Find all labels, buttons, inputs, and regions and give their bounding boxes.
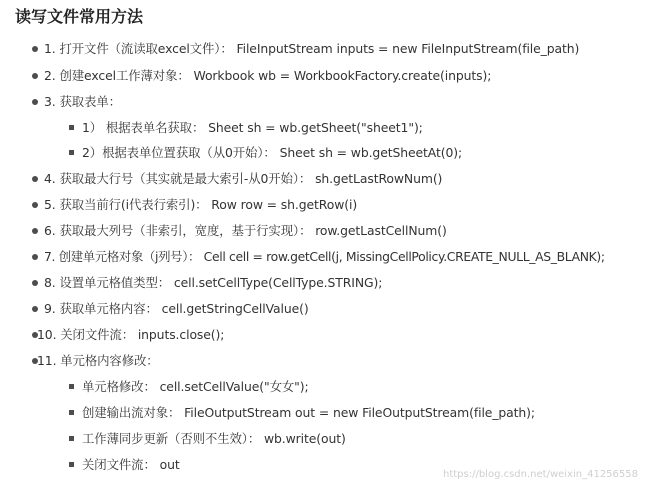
bullet-icon bbox=[32, 99, 38, 105]
bullet-icon bbox=[32, 254, 38, 260]
list-item-text: 6. 获取最大列号（非索引，宽度，基于行实现）： row.getLastCellNum() bbox=[44, 223, 447, 238]
sub-list-item-text: 1） 根据表单名获取： Sheet sh = wb.getSheet("sheet1"); bbox=[82, 120, 423, 135]
bullet-icon bbox=[32, 176, 38, 182]
bullet-icon bbox=[32, 280, 38, 286]
list-item-text: 9. 获取单元格内容： cell.getStringCellValue() bbox=[44, 301, 309, 316]
list-item-text: 7. 创建单元格对象（j列号）： Cell cell = row.getCell(j, MissingCellPolicy.CREATE_NULL_AS_BLANK); bbox=[44, 249, 605, 264]
list-item-text: 2. 创建excel工作薄对象： Workbook wb = WorkbookFactory.create(inputs); bbox=[44, 68, 492, 83]
article-heading: 读写文件常用方法 bbox=[15, 7, 144, 26]
bullet-icon bbox=[32, 73, 38, 79]
list-item-text: 4. 获取最大行号（其实就是最大索引-从0开始）： sh.getLastRowNum() bbox=[44, 171, 443, 186]
square-bullet-icon bbox=[69, 462, 74, 467]
bullet-icon bbox=[32, 46, 38, 52]
list-item-text: 8. 设置单元格值类型： cell.setCellType(CellType.STRING); bbox=[44, 275, 383, 290]
list-item-text: 1. 打开文件（流读取excel文件）： FileInputStream inputs = new FileInputStream(file_path) bbox=[44, 41, 580, 56]
list-item-text: 3. 获取表单： bbox=[44, 94, 121, 109]
bullet-icon bbox=[32, 202, 38, 208]
list-item-text: 10. 关闭文件流： inputs.close(); bbox=[37, 327, 225, 342]
sub-list-item-text: 关闭文件流： out bbox=[82, 457, 180, 472]
square-bullet-icon bbox=[69, 125, 74, 130]
sub-list-item-text: 工作薄同步更新（否则不生效）： wb.write(out) bbox=[82, 431, 346, 446]
bullet-icon bbox=[32, 306, 38, 312]
square-bullet-icon bbox=[69, 384, 74, 389]
sub-list-item-text: 2）根据表单位置获取（从0开始）： Sheet sh = wb.getSheetAt(0); bbox=[82, 145, 463, 160]
square-bullet-icon bbox=[69, 150, 74, 155]
bullet-icon bbox=[32, 228, 38, 234]
sub-list-item-text: 单元格修改： cell.setCellValue("女女"); bbox=[82, 379, 309, 394]
watermark: https://blog.csdn.net/weixin_41256558 bbox=[442, 469, 638, 480]
sub-list-item-text: 创建输出流对象： FileOutputStream out = new FileOutputStream(file_path); bbox=[82, 405, 535, 420]
list-item-text: 11. 单元格内容修改： bbox=[37, 353, 159, 368]
square-bullet-icon bbox=[69, 436, 74, 441]
list-item-text: 5. 获取当前行(i代表行索引)： Row row = sh.getRow(i) bbox=[44, 197, 358, 212]
square-bullet-icon bbox=[69, 410, 74, 415]
